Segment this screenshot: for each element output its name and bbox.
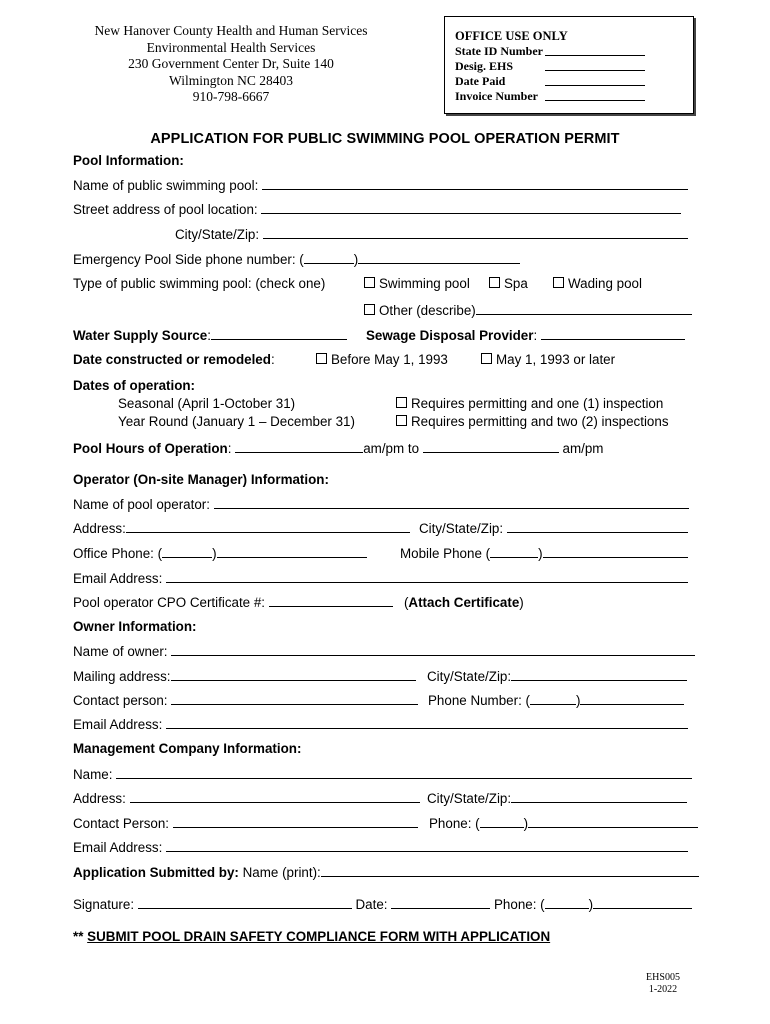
operator-email-field[interactable]	[166, 569, 688, 583]
mgmt-city-field[interactable]	[511, 789, 687, 803]
owner-phone-field[interactable]	[580, 691, 684, 705]
date-constructed-label: Date constructed or remodeled	[73, 352, 271, 367]
date-constructed-row	[73, 351, 275, 369]
mgmt-city-row	[427, 789, 687, 808]
colon: :	[227, 441, 232, 456]
option-requires-one-label: Requires permitting and one (1) inspection	[411, 396, 664, 411]
owner-contact-label: Contact person:	[73, 693, 168, 708]
mgmt-contact-row	[73, 814, 418, 832]
pool-street-row	[73, 200, 681, 218]
seasonal-label: Seasonal (April 1-October 31)	[118, 396, 296, 411]
agency-name: New Hanover County Health and Human Services	[94, 23, 368, 38]
owner-email-row	[73, 715, 688, 733]
agency-street: 230 Government Center Dr, Suite 140	[128, 56, 334, 72]
mgmt-name-label: Name:	[73, 767, 113, 782]
date-label: Date:	[355, 897, 388, 912]
option-before-1993[interactable]	[316, 351, 448, 369]
checkbox-after-1993[interactable]	[481, 353, 492, 364]
mgmt-contact-field[interactable]	[173, 814, 418, 828]
submit-area-code-field[interactable]	[545, 895, 589, 909]
operator-address-label: Address:	[73, 521, 126, 536]
mgmt-name-row	[73, 765, 692, 783]
mgmt-contact-label: Contact Person:	[73, 816, 170, 831]
date-field[interactable]	[391, 895, 490, 909]
mobile-phone-field[interactable]	[543, 544, 688, 558]
mobile-area-code-field[interactable]	[490, 544, 538, 558]
operator-address-row	[73, 519, 410, 537]
cpo-field[interactable]	[269, 593, 393, 607]
option-requires-two-label: Requires permitting and two (2) inspections	[411, 414, 669, 429]
submitted-by-row	[73, 863, 699, 881]
operator-city-label: City/State/Zip:	[419, 521, 504, 536]
owner-phone-row	[428, 691, 684, 710]
pool-hours-label: Pool Hours of Operation	[73, 441, 228, 456]
agency-phone: 910-798-6667	[192, 89, 270, 105]
cpo-label: Pool operator CPO Certificate #:	[73, 595, 266, 610]
owner-phone-label: Phone Number: (	[428, 693, 530, 708]
desig-ehs-field[interactable]	[545, 59, 645, 71]
option-swimming-pool-label: Swimming pool	[379, 276, 470, 291]
office-phone-field[interactable]	[217, 544, 367, 558]
state-id-field[interactable]	[545, 44, 645, 56]
pool-info-heading: Pool Information:	[73, 153, 184, 168]
checkbox-wading-pool[interactable]	[553, 277, 564, 288]
option-spa[interactable]	[489, 275, 528, 293]
emergency-area-code-field[interactable]	[304, 250, 354, 264]
checkbox-before-1993[interactable]	[316, 353, 327, 364]
mgmt-email-field[interactable]	[166, 838, 688, 852]
drain-safety-notice-text: SUBMIT POOL DRAIN SAFETY COMPLIANCE FORM WITH APPLICATION	[87, 929, 551, 944]
owner-contact-field[interactable]	[171, 691, 418, 705]
signature-field[interactable]	[138, 895, 352, 909]
mgmt-phone-label: Phone: (	[429, 816, 480, 831]
checkbox-requires-one[interactable]	[396, 397, 407, 408]
pool-name-row	[73, 176, 688, 194]
colon: :	[270, 352, 275, 367]
mgmt-address-field[interactable]	[130, 789, 420, 803]
owner-email-label: Email Address:	[73, 717, 163, 732]
paren-close: )	[519, 595, 524, 610]
pool-street-label: Street address of pool location:	[73, 202, 258, 217]
mgmt-address-label: Address:	[73, 791, 126, 806]
colon: :	[207, 328, 211, 343]
option-swimming-pool[interactable]	[364, 275, 470, 293]
option-other[interactable]	[364, 301, 692, 320]
invoice-label: Invoice Number	[455, 89, 538, 103]
office-use-box	[444, 16, 694, 114]
sewage-field[interactable]	[541, 326, 685, 340]
option-requires-two[interactable]	[396, 413, 669, 431]
agency-division: Environmental Health Services	[146, 39, 316, 55]
checkbox-other[interactable]	[364, 304, 375, 315]
name-print-label: Name (print):	[242, 865, 321, 880]
paren-open: (	[403, 595, 409, 610]
owner-city-field[interactable]	[511, 667, 687, 681]
other-describe-field[interactable]	[476, 301, 692, 315]
owner-mailing-label: Mailing address:	[73, 669, 171, 684]
submit-phone-field[interactable]	[593, 895, 692, 909]
sewage-row	[366, 326, 685, 345]
state-id-label: State ID Number	[455, 44, 543, 58]
attach-certificate-label: Attach Certificate	[408, 595, 520, 610]
submit-phone-label: Phone: (	[494, 897, 545, 912]
water-supply-field[interactable]	[211, 326, 347, 340]
mgmt-email-label: Email Address:	[73, 840, 163, 855]
emergency-phone-label: Emergency Pool Side phone number: (	[73, 252, 304, 267]
mgmt-city-label: City/State/Zip:	[427, 791, 512, 806]
management-heading: Management Company Information:	[73, 741, 302, 756]
paren-close: )	[538, 546, 543, 561]
office-phone-label: Office Phone: (	[73, 546, 163, 561]
owner-area-code-field[interactable]	[530, 691, 576, 705]
owner-city-label: City/State/Zip:	[427, 669, 512, 684]
office-use-title: OFFICE USE ONLY	[455, 29, 568, 43]
pool-city-row	[175, 225, 688, 243]
signature-label: Signature:	[73, 897, 135, 912]
sewage-label: Sewage Disposal Provider	[366, 328, 534, 343]
option-wading-pool-label: Wading pool	[568, 276, 642, 291]
agency-address-block	[60, 23, 402, 106]
water-supply-row	[73, 326, 347, 344]
operator-city-field[interactable]	[507, 519, 688, 533]
option-after-1993[interactable]	[481, 351, 615, 369]
mgmt-area-code-field[interactable]	[480, 814, 524, 828]
checkbox-requires-two[interactable]	[396, 415, 407, 426]
pool-city-label: City/State/Zip:	[175, 227, 260, 242]
ampm-to-label: am/pm to	[363, 441, 420, 456]
mgmt-email-row	[73, 838, 688, 856]
paren-close: )	[353, 252, 359, 267]
owner-email-field[interactable]	[166, 715, 688, 729]
paren-close: )	[575, 693, 581, 708]
date-paid-label: Date Paid	[455, 74, 506, 88]
mobile-phone-label: Mobile Phone (	[400, 546, 491, 561]
office-area-code-field[interactable]	[162, 544, 212, 558]
owner-mailing-field[interactable]	[171, 667, 416, 681]
owner-heading: Owner Information:	[73, 619, 197, 634]
pool-name-field[interactable]	[262, 176, 688, 190]
operator-name-field[interactable]	[214, 495, 689, 509]
drain-safety-notice	[73, 928, 550, 946]
pool-name-label: Name of public swimming pool:	[73, 178, 259, 193]
operator-name-row	[73, 495, 689, 513]
owner-city-row	[427, 667, 687, 686]
operator-city-row	[419, 519, 688, 538]
form-title: APPLICATION FOR PUBLIC SWIMMING POOL OPERATION PERMIT	[150, 131, 620, 147]
mgmt-address-row	[73, 789, 420, 807]
cpo-certificate-row	[73, 593, 524, 611]
form-code-footer	[638, 972, 688, 996]
hours-open-field[interactable]	[235, 439, 363, 453]
option-before-1993-label: Before May 1, 1993	[331, 352, 448, 367]
option-spa-label: Spa	[504, 276, 528, 291]
pool-city-field[interactable]	[263, 225, 688, 239]
mgmt-name-field[interactable]	[116, 765, 692, 779]
year-round-label: Year Round (January 1 – December 31)	[118, 414, 355, 429]
form-revision-date: 1-2022	[648, 984, 678, 995]
water-supply-label: Water Supply Source	[73, 328, 208, 343]
hours-close-field[interactable]	[423, 439, 559, 453]
owner-name-row	[73, 642, 695, 660]
emergency-phone-field[interactable]	[358, 250, 520, 264]
ampm-label: am/pm	[562, 441, 604, 456]
option-after-1993-label: May 1, 1993 or later	[496, 352, 616, 367]
pool-hours-row	[73, 439, 603, 457]
mgmt-phone-row	[429, 814, 698, 833]
colon: :	[533, 328, 538, 343]
operator-heading: Operator (On-site Manager) Information:	[73, 472, 329, 487]
emergency-phone-row	[73, 250, 520, 268]
dates-operation-heading: Dates of operation:	[73, 378, 196, 393]
pool-type-label: Type of public swimming pool: (check one)	[73, 276, 326, 291]
owner-name-label: Name of owner:	[73, 644, 168, 659]
invoice-field[interactable]	[545, 89, 645, 101]
pool-street-field[interactable]	[261, 200, 681, 214]
operator-address-field[interactable]	[126, 519, 410, 533]
desig-ehs-label: Desig. EHS	[455, 59, 514, 73]
operator-mobile-phone-row	[400, 544, 688, 563]
owner-contact-row	[73, 691, 418, 709]
owner-mailing-row	[73, 667, 416, 685]
operator-email-row	[73, 569, 688, 587]
owner-name-field[interactable]	[171, 642, 695, 656]
option-other-label: Other (describe)	[379, 303, 476, 318]
signature-row	[73, 895, 692, 913]
operator-name-label: Name of pool operator:	[73, 497, 210, 512]
operator-office-phone-row	[73, 544, 367, 562]
notice-stars: **	[73, 929, 84, 944]
date-paid-field[interactable]	[545, 74, 645, 86]
paren-close: )	[588, 897, 594, 912]
mgmt-phone-field[interactable]	[528, 814, 698, 828]
checkbox-spa[interactable]	[489, 277, 500, 288]
checkbox-swimming-pool[interactable]	[364, 277, 375, 288]
option-wading-pool[interactable]	[553, 275, 642, 293]
paren-close: )	[212, 546, 217, 561]
form-code: EHS005	[646, 972, 680, 983]
operator-email-label: Email Address:	[73, 571, 163, 586]
paren-close: )	[523, 816, 529, 831]
submitted-by-label: Application Submitted by:	[73, 865, 239, 880]
name-print-field[interactable]	[321, 863, 699, 877]
option-requires-one[interactable]	[396, 395, 663, 413]
agency-city: Wilmington NC 28403	[169, 72, 293, 88]
